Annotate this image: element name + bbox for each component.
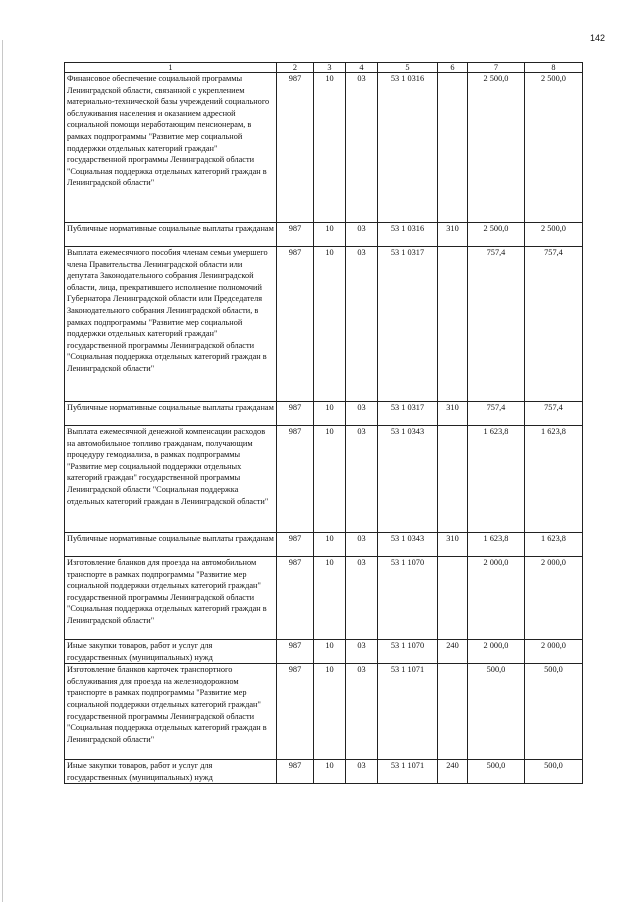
cell-amount: 757,4	[468, 402, 525, 426]
cell-subsection: 03	[346, 73, 378, 223]
cell-section: 10	[314, 73, 346, 223]
cell-subsection: 03	[346, 557, 378, 640]
table-row	[65, 760, 583, 784]
row-description: Выплата ежемесячной денежной компенсации расходов на автомобильное топливо гражданам, получающим процедуру гемодиализа, в рамках подпрограммы "Развитие мер социальной поддержки отдельных категорий граждан" государственной программы Ленинградской области "Социальная поддержка отдельных категорий граждан в Ленинградской области"	[65, 426, 277, 533]
cell-section: 10	[314, 223, 346, 247]
cell-ministry-code: 987	[277, 557, 314, 640]
header-row	[65, 63, 583, 73]
cell-amount-total: 500,0	[525, 760, 583, 784]
cell-expense-type	[438, 426, 468, 533]
cell-ministry-code: 987	[277, 247, 314, 402]
cell-target-article: 53 1 1071	[378, 760, 438, 784]
row-description: Изготовление бланков карточек транспортного обслуживания для проезда на железнодорожном транспорте в рамках подпрограммы "Развитие мер социальной поддержки отдельных категорий граждан" государственной программы Ленинградской области "Социальная поддержка отдельных категорий граждан в Ленинградской области"	[65, 664, 277, 760]
cell-section: 10	[314, 664, 346, 760]
cell-amount: 1 623,8	[468, 533, 525, 557]
cell-amount: 2 000,0	[468, 640, 525, 664]
scan-edge-line	[2, 40, 3, 902]
cell-amount-total: 1 623,8	[525, 533, 583, 557]
cell-amount-total: 2 500,0	[525, 73, 583, 223]
cell-section: 10	[314, 402, 346, 426]
cell-amount-total: 1 623,8	[525, 426, 583, 533]
column-header: 1	[65, 63, 277, 73]
cell-expense-type: 310	[438, 402, 468, 426]
row-description: Изготовление бланков для проезда на автомобильном транспорте в рамках подпрограммы "Развитие мер социальной поддержки отдельных категорий граждан" государственной программы Ленинградской области "Социальная поддержка отдельных категорий граждан в Ленинградской области"	[65, 557, 277, 640]
table-row	[65, 426, 583, 533]
cell-subsection: 03	[346, 223, 378, 247]
cell-amount: 757,4	[468, 247, 525, 402]
column-header: 4	[346, 63, 378, 73]
cell-subsection: 03	[346, 426, 378, 533]
cell-subsection: 03	[346, 760, 378, 784]
cell-expense-type	[438, 247, 468, 402]
cell-amount-total: 500,0	[525, 664, 583, 760]
cell-expense-type	[438, 557, 468, 640]
cell-target-article: 53 1 1071	[378, 664, 438, 760]
cell-subsection: 03	[346, 247, 378, 402]
column-header: 3	[314, 63, 346, 73]
column-header: 8	[525, 63, 583, 73]
cell-amount-total: 2 500,0	[525, 223, 583, 247]
cell-target-article: 53 1 0317	[378, 402, 438, 426]
cell-subsection: 03	[346, 640, 378, 664]
cell-amount-total: 757,4	[525, 402, 583, 426]
column-header: 5	[378, 63, 438, 73]
row-description: Иные закупки товаров, работ и услуг для государственных (муниципальных) нужд	[65, 760, 277, 784]
cell-target-article: 53 1 0317	[378, 247, 438, 402]
cell-expense-type	[438, 73, 468, 223]
cell-expense-type: 240	[438, 640, 468, 664]
column-header: 6	[438, 63, 468, 73]
cell-section: 10	[314, 640, 346, 664]
cell-target-article: 53 1 1070	[378, 557, 438, 640]
cell-amount: 2 500,0	[468, 73, 525, 223]
column-header: 2	[277, 63, 314, 73]
page-number: 142	[590, 33, 606, 43]
cell-subsection: 03	[346, 402, 378, 426]
cell-section: 10	[314, 760, 346, 784]
row-description: Публичные нормативные социальные выплаты гражданам	[65, 402, 277, 426]
cell-amount: 2 000,0	[468, 557, 525, 640]
cell-target-article: 53 1 0316	[378, 73, 438, 223]
table-row	[65, 223, 583, 247]
cell-target-article: 53 1 0343	[378, 426, 438, 533]
cell-amount: 1 623,8	[468, 426, 525, 533]
cell-ministry-code: 987	[277, 533, 314, 557]
row-description: Публичные нормативные социальные выплаты гражданам	[65, 223, 277, 247]
table-row	[65, 664, 583, 760]
row-description: Выплата ежемесячного пособия членам семьи умершего члена Правительства Ленинградской области или депутата Законодательного собрания Ленинградской области, лица, прекратившего исполнение полномочий Губернатора Ленинградской области или Председателя Законодательного собрания Ленинградской области, в рамках подпрограммы "Развитие мер социальной поддержки отдельных категорий граждан" государственной программы Ленинградской области "Социальная поддержка отдельных категорий граждан в Ленинградской области"	[65, 247, 277, 402]
cell-amount-total: 757,4	[525, 247, 583, 402]
cell-expense-type: 240	[438, 760, 468, 784]
cell-section: 10	[314, 557, 346, 640]
cell-amount-total: 2 000,0	[525, 640, 583, 664]
column-header: 7	[468, 63, 525, 73]
cell-target-article: 53 1 1070	[378, 640, 438, 664]
table-row	[65, 402, 583, 426]
budget-table	[64, 62, 583, 784]
cell-section: 10	[314, 247, 346, 402]
table-row	[65, 640, 583, 664]
cell-subsection: 03	[346, 664, 378, 760]
cell-section: 10	[314, 426, 346, 533]
row-description: Финансовое обеспечение социальной программы Ленинградской области, связанной с укреплением материально-технической базы учреждений социального обслуживания населения и оказанием адресной социальной помощи неработающим пенсионерам, в рамках подпрограммы "Развитие мер социальной поддержки отдельных категорий граждан" государственной программы Ленинградской области "Социальная поддержка отдельных категорий граждан в Ленинградской области"	[65, 73, 277, 223]
table-row	[65, 533, 583, 557]
cell-ministry-code: 987	[277, 664, 314, 760]
row-description: Иные закупки товаров, работ и услуг для государственных (муниципальных) нужд	[65, 640, 277, 664]
cell-expense-type: 310	[438, 223, 468, 247]
cell-amount: 500,0	[468, 760, 525, 784]
table-row	[65, 73, 583, 223]
cell-ministry-code: 987	[277, 73, 314, 223]
cell-expense-type	[438, 664, 468, 760]
cell-expense-type: 310	[438, 533, 468, 557]
cell-target-article: 53 1 0343	[378, 533, 438, 557]
table-row	[65, 247, 583, 402]
cell-ministry-code: 987	[277, 426, 314, 533]
row-description: Публичные нормативные социальные выплаты гражданам	[65, 533, 277, 557]
cell-ministry-code: 987	[277, 402, 314, 426]
cell-amount: 2 500,0	[468, 223, 525, 247]
cell-ministry-code: 987	[277, 223, 314, 247]
cell-amount-total: 2 000,0	[525, 557, 583, 640]
table-row	[65, 557, 583, 640]
cell-target-article: 53 1 0316	[378, 223, 438, 247]
cell-ministry-code: 987	[277, 640, 314, 664]
cell-amount: 500,0	[468, 664, 525, 760]
cell-section: 10	[314, 533, 346, 557]
cell-ministry-code: 987	[277, 760, 314, 784]
cell-subsection: 03	[346, 533, 378, 557]
